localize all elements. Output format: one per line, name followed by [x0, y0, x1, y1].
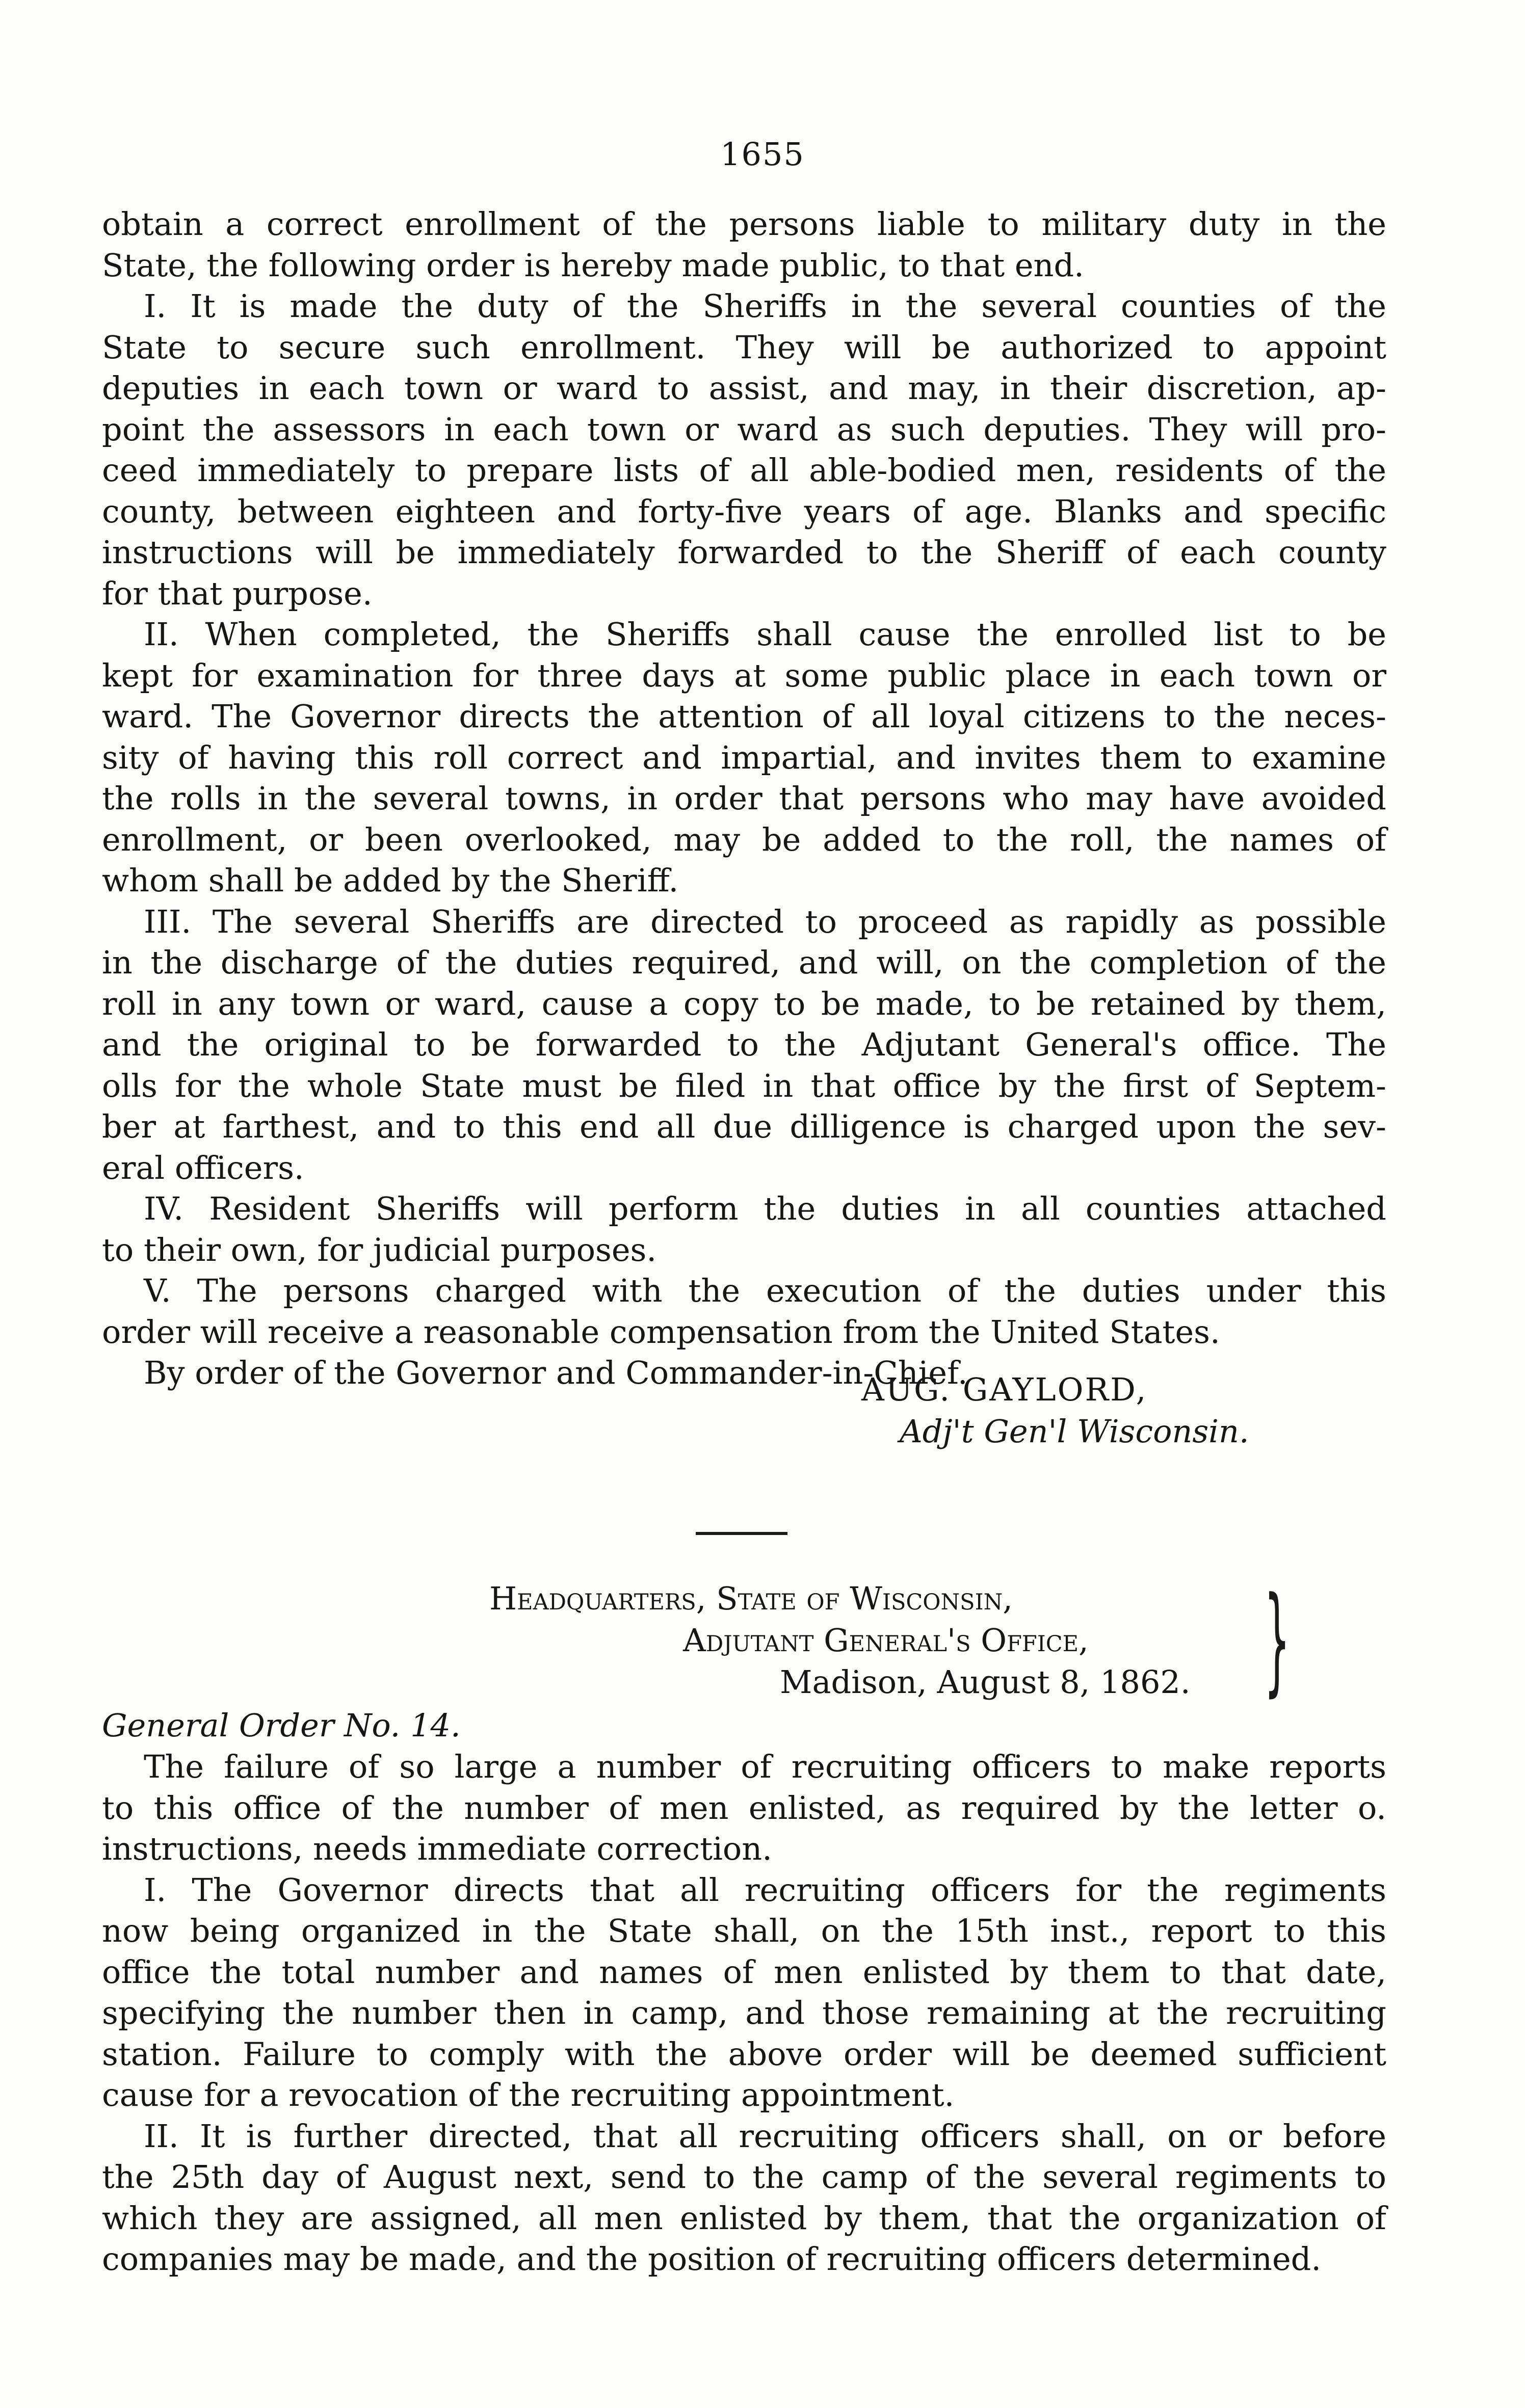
text-line: State, the following order is hereby made public, to that end.	[102, 246, 1084, 284]
general-order-title-row	[102, 1705, 1386, 1747]
text-line: deputies in each town or ward to assist, and may, in their discretion, ap-	[102, 369, 1386, 407]
text-line: eral officers.	[102, 1149, 304, 1186]
text-line: I. The Governor directs that all recruiting officers for the regiments	[144, 1871, 1386, 1909]
text-line: the 25th day of August next, send to the camp of the several regiments to	[102, 2158, 1386, 2195]
text-line: The failure of so large a number of recruiting officers to make reports	[144, 1748, 1386, 1785]
text-line: point the assessors in each town or ward as such deputies. They will pro-	[102, 410, 1386, 448]
text-line: II. It is further directed, that all recruiting officers shall, on or before	[144, 2117, 1386, 2155]
hq-line-2: Adjutant General's Office,	[683, 1622, 1089, 1659]
text-line: the rolls in the several towns, in order that persons who may have avoided	[102, 780, 1386, 817]
first-order-body	[102, 204, 1386, 1394]
text-line: cause for a revocation of the recruiting appointment.	[102, 2076, 955, 2113]
headquarters-heading	[489, 1572, 1291, 1708]
hq-line-3: Madison, August 8, 1862.	[780, 1663, 1191, 1701]
text-line: now being organized in the State shall, on the 15th inst., report to this	[102, 1912, 1386, 1949]
right-brace: }	[1264, 1572, 1291, 1708]
text-line: I. It is made the duty of the Sheriffs in the several counties of the	[144, 287, 1386, 325]
text-line: instructions will be immediately forwarded to the Sheriff of each county	[102, 534, 1386, 571]
text-line: whom shall be added by the Sheriff.	[102, 862, 679, 899]
text-line: county, between eighteen and forty-five years of age. Blanks and specific	[102, 492, 1386, 530]
second-order-body	[102, 1747, 1386, 2280]
text-line: which they are assigned, all men enlisted by them, that the organization of	[102, 2199, 1386, 2237]
text-line: for that purpose.	[102, 574, 373, 612]
text-line: enrollment, or been overlooked, may be added to the roll, the names of	[102, 821, 1386, 858]
text-line: kept for examination for three days at some public place in each town or	[102, 656, 1386, 694]
text-line: specifying the number then in camp, and those remaining at the recruiting	[102, 1994, 1386, 2031]
text-line: II. When completed, the Sheriffs shall cause the enrolled list to be	[144, 616, 1386, 653]
text-line: ber at farthest, and to this end all due dilligence is charged upon the sev-	[102, 1108, 1386, 1145]
text-line: ceed immediately to prepare lists of all able-bodied men, residents of the	[102, 452, 1386, 489]
signature-title: Adj't Gen'l Wisconsin.	[900, 1413, 1249, 1450]
text-line: IV. Resident Sheriffs will perform the duties in all counties attached	[144, 1190, 1386, 1227]
text-line: order will receive a reasonable compensation from the United States.	[102, 1313, 1220, 1351]
text-line: obtain a correct enrollment of the persons liable to military duty in the	[102, 205, 1386, 243]
text-line: office the total number and names of men enlisted by them to that date,	[102, 1953, 1386, 1991]
text-line: By order of the Governor and Commander-in-Chief.	[144, 1354, 968, 1391]
text-line: sity of having this roll correct and impartial, and invites them to examine	[102, 738, 1386, 776]
text-line: ward. The Governor directs the attention of all loyal citizens to the neces-	[102, 698, 1386, 735]
hq-line-1: Headquarters, State of Wisconsin,	[489, 1580, 1013, 1617]
text-line: III. The several Sheriffs are directed to proceed as rapidly as possible	[144, 903, 1386, 940]
section-divider	[696, 1532, 787, 1535]
text-line: companies may be made, and the position of recruiting officers determined.	[102, 2240, 1322, 2278]
text-line: and the original to be forwarded to the Adjutant General's office. The	[102, 1026, 1386, 1063]
text-line: in the discharge of the duties required, and will, on the completion of the	[102, 944, 1386, 981]
text-line: olls for the whole State must be filed in that office by the first of Septem-	[102, 1067, 1386, 1104]
text-line: to this office of the number of men enlisted, as required by the letter o.	[102, 1789, 1386, 1827]
text-line: roll in any town or ward, cause a copy to be made, to be retained by them,	[102, 985, 1386, 1022]
text-line: station. Failure to comply with the above order will be deemed sufficient	[102, 2035, 1386, 2073]
text-line: to their own, for judicial purposes.	[102, 1231, 657, 1268]
text-line: V. The persons charged with the execution of the duties under this	[144, 1272, 1386, 1309]
signature-name: AUG. GAYLORD,	[861, 1371, 1148, 1408]
text-line: instructions, needs immediate correction.	[102, 1830, 772, 1867]
general-order-title: General Order No. 14.	[102, 1707, 461, 1744]
page-number: 1655	[720, 136, 805, 173]
text-line: State to secure such enrollment. They will be authorized to appoint	[102, 328, 1386, 366]
